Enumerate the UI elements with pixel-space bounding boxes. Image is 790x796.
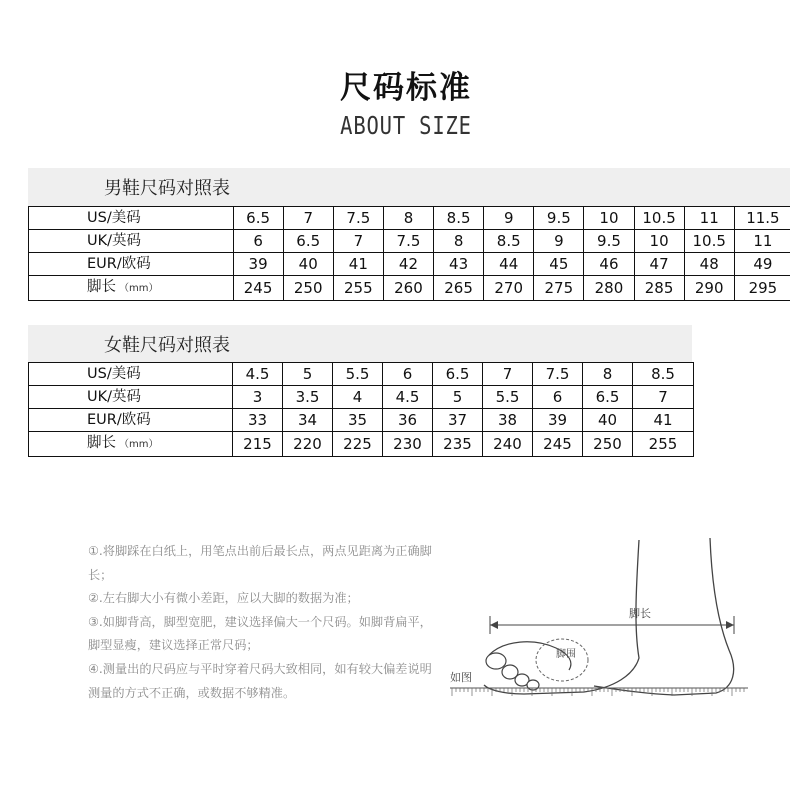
size-cell: 9 bbox=[484, 207, 534, 230]
row-label-text: 脚长 bbox=[87, 279, 116, 295]
size-cell: 6.5 bbox=[283, 230, 333, 253]
row-label-text: US/美码 bbox=[87, 366, 141, 382]
size-cell: 41 bbox=[633, 409, 694, 432]
size-cell: 40 bbox=[283, 253, 333, 276]
example-label: 如图 bbox=[450, 671, 472, 684]
size-cell: 3 bbox=[233, 386, 283, 409]
size-cell: 4 bbox=[333, 386, 383, 409]
size-cell: 9 bbox=[534, 230, 584, 253]
instruction-item: ④.测量出的尺码应与平时穿着尺码大致相同，如有较大偏差说明测量的方式不正确，或数据不够精准。 bbox=[88, 661, 432, 700]
size-cell: 260 bbox=[383, 276, 433, 301]
size-cell: 8 bbox=[434, 230, 484, 253]
row-label bbox=[29, 363, 233, 386]
size-cell: 6.5 bbox=[583, 386, 633, 409]
size-cell: 10.5 bbox=[634, 207, 684, 230]
size-cell: 10.5 bbox=[684, 230, 734, 253]
size-cell: 5 bbox=[283, 363, 333, 386]
table-row bbox=[29, 409, 694, 432]
row-label-text: 脚长 bbox=[87, 435, 116, 451]
row-label-text: EUR/欧码 bbox=[87, 412, 151, 428]
size-cell: 8.5 bbox=[633, 363, 694, 386]
size-cell: 40 bbox=[583, 409, 633, 432]
size-cell: 5 bbox=[433, 386, 483, 409]
size-cell: 34 bbox=[283, 409, 333, 432]
size-cell: 7 bbox=[483, 363, 533, 386]
size-cell: 280 bbox=[584, 276, 634, 301]
size-cell: 6.5 bbox=[233, 207, 283, 230]
size-cell: 38 bbox=[483, 409, 533, 432]
size-cell: 10 bbox=[584, 207, 634, 230]
size-cell: 270 bbox=[484, 276, 534, 301]
foot-width-label: 脚围 bbox=[556, 649, 576, 660]
row-label-text: EUR/欧码 bbox=[87, 256, 151, 272]
women-size-table bbox=[28, 362, 694, 457]
size-cell: 39 bbox=[233, 253, 283, 276]
table-row bbox=[29, 253, 790, 276]
row-unit: （mm） bbox=[119, 283, 159, 294]
row-label bbox=[29, 386, 233, 409]
size-cell: 290 bbox=[684, 276, 734, 301]
row-label bbox=[29, 207, 234, 230]
size-cell: 215 bbox=[233, 432, 283, 457]
men-size-heading: 男鞋尺码对照表 bbox=[104, 178, 230, 199]
size-cell: 255 bbox=[633, 432, 694, 457]
size-cell: 7.5 bbox=[533, 363, 583, 386]
size-cell: 235 bbox=[433, 432, 483, 457]
size-cell: 7.5 bbox=[383, 230, 433, 253]
arrow-right-icon bbox=[726, 621, 734, 629]
size-cell: 275 bbox=[534, 276, 584, 301]
size-cell: 255 bbox=[333, 276, 383, 301]
instruction-item: ②.左右脚大小有微小差距，应以大脚的数据为准； bbox=[88, 591, 359, 606]
women-size-header bbox=[28, 325, 692, 363]
size-cell: 265 bbox=[434, 276, 484, 301]
row-label bbox=[29, 230, 234, 253]
row-label-text: UK/英码 bbox=[87, 389, 142, 405]
size-cell: 10 bbox=[634, 230, 684, 253]
size-cell: 220 bbox=[283, 432, 333, 457]
size-cell: 7 bbox=[333, 230, 383, 253]
size-cell: 11 bbox=[684, 207, 734, 230]
table-row bbox=[29, 207, 790, 230]
size-cell: 42 bbox=[383, 253, 433, 276]
size-cell: 7 bbox=[283, 207, 333, 230]
row-label-text: US/美码 bbox=[87, 210, 141, 226]
size-cell: 4.5 bbox=[383, 386, 433, 409]
size-cell: 6.5 bbox=[433, 363, 483, 386]
arrow-left-icon bbox=[490, 621, 498, 629]
size-cell: 245 bbox=[233, 276, 283, 301]
size-cell: 9.5 bbox=[584, 230, 634, 253]
foot-measure-diagram bbox=[444, 530, 754, 710]
size-cell: 11.5 bbox=[734, 207, 790, 230]
size-cell: 9.5 bbox=[534, 207, 584, 230]
size-cell: 6 bbox=[533, 386, 583, 409]
size-cell: 36 bbox=[383, 409, 433, 432]
size-cell: 6 bbox=[383, 363, 433, 386]
row-label bbox=[29, 253, 234, 276]
size-cell: 250 bbox=[583, 432, 633, 457]
instruction-item: ①.将脚踩在白纸上，用笔点出前后最长点，两点见距离为正确脚长； bbox=[88, 544, 432, 582]
measurement-instructions bbox=[88, 540, 440, 705]
foot-width-ring-icon bbox=[536, 639, 588, 681]
table-row bbox=[29, 276, 790, 301]
size-cell: 7 bbox=[633, 386, 694, 409]
size-cell: 43 bbox=[434, 253, 484, 276]
row-label bbox=[29, 276, 234, 301]
size-cell: 48 bbox=[684, 253, 734, 276]
size-cell: 11 bbox=[734, 230, 790, 253]
size-cell: 46 bbox=[584, 253, 634, 276]
size-cell: 39 bbox=[533, 409, 583, 432]
size-cell: 33 bbox=[233, 409, 283, 432]
size-cell: 8.5 bbox=[484, 230, 534, 253]
page-title: 尺码标准 bbox=[340, 70, 472, 106]
size-cell: 8.5 bbox=[434, 207, 484, 230]
table-row bbox=[29, 230, 790, 253]
page-subtitle: ABOUT SIZE bbox=[340, 111, 472, 140]
size-cell: 49 bbox=[734, 253, 790, 276]
men-size-header bbox=[28, 168, 790, 206]
size-cell: 240 bbox=[483, 432, 533, 457]
size-cell: 3.5 bbox=[283, 386, 333, 409]
row-label bbox=[29, 432, 233, 457]
row-unit: （mm） bbox=[119, 439, 159, 450]
size-cell: 47 bbox=[634, 253, 684, 276]
size-cell: 37 bbox=[433, 409, 483, 432]
table-row bbox=[29, 386, 694, 409]
size-cell: 8 bbox=[383, 207, 433, 230]
row-label bbox=[29, 409, 233, 432]
men-size-table bbox=[28, 206, 790, 301]
size-cell: 41 bbox=[333, 253, 383, 276]
table-row bbox=[29, 363, 694, 386]
size-cell: 8 bbox=[583, 363, 633, 386]
foot-length-label: 脚长 bbox=[629, 607, 651, 620]
size-cell: 225 bbox=[333, 432, 383, 457]
size-cell: 250 bbox=[283, 276, 333, 301]
size-cell: 245 bbox=[533, 432, 583, 457]
size-cell: 4.5 bbox=[233, 363, 283, 386]
instruction-item: ③.如脚背高，脚型宽肥，建议选择偏大一个尺码。如脚背扁平，脚型显瘦，建议选择正常尺码； bbox=[88, 614, 432, 653]
size-cell: 295 bbox=[734, 276, 790, 301]
row-label-text: UK/英码 bbox=[87, 233, 142, 249]
heel-outline-icon bbox=[594, 538, 734, 695]
table-row bbox=[29, 432, 694, 457]
size-cell: 35 bbox=[333, 409, 383, 432]
size-cell: 44 bbox=[484, 253, 534, 276]
women-size-heading: 女鞋尺码对照表 bbox=[104, 335, 230, 356]
size-cell: 285 bbox=[634, 276, 684, 301]
size-cell: 6 bbox=[233, 230, 283, 253]
size-cell: 7.5 bbox=[333, 207, 383, 230]
toe-icon bbox=[486, 653, 506, 669]
size-cell: 5.5 bbox=[483, 386, 533, 409]
size-cell: 5.5 bbox=[333, 363, 383, 386]
size-cell: 230 bbox=[383, 432, 433, 457]
size-cell: 45 bbox=[534, 253, 584, 276]
